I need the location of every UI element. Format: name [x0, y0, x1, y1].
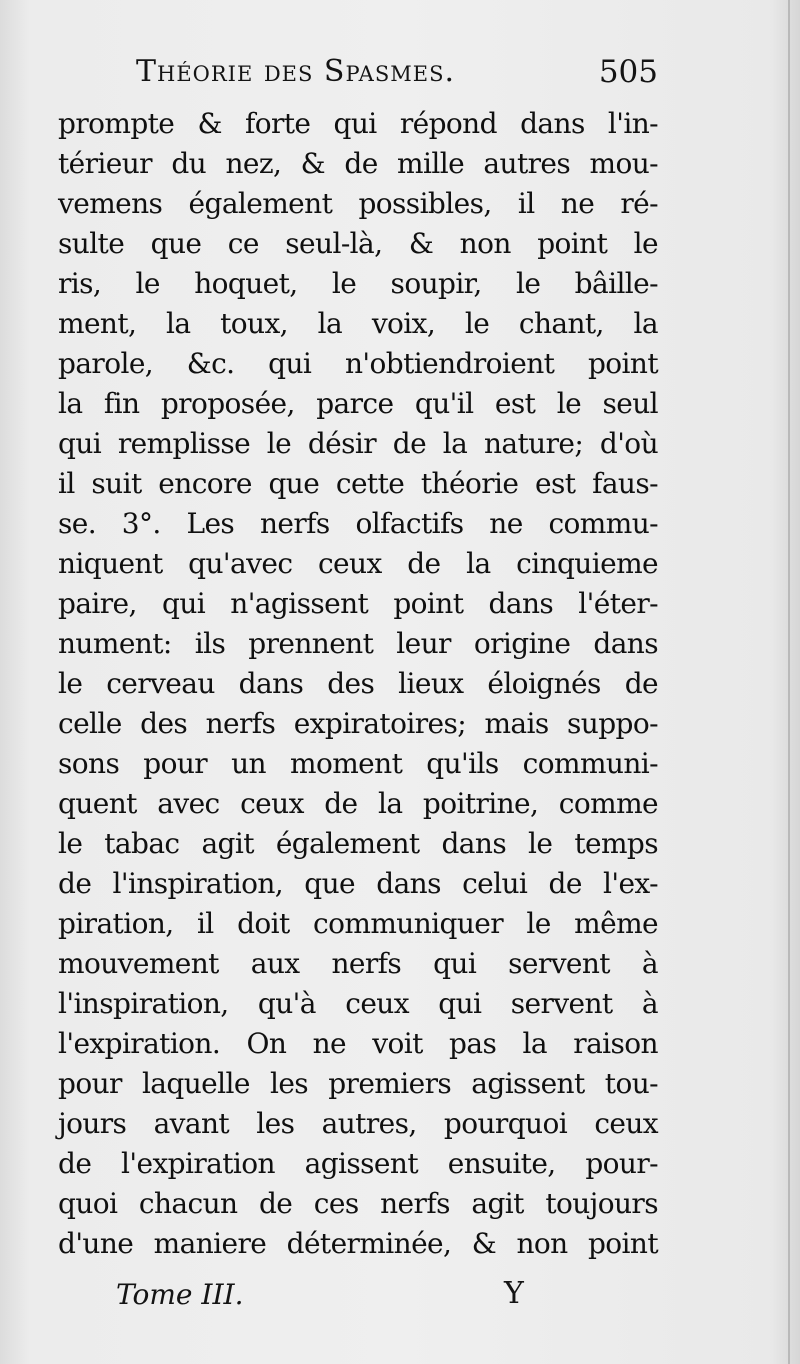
- text-line: paire, qui n'agissent point dans l'éter-: [58, 587, 658, 620]
- text-line: piration, il doit communiquer le même: [58, 907, 658, 940]
- text-line: mouvement aux nerfs qui servent à: [58, 947, 658, 980]
- text-line: le tabac agit également dans le temps: [58, 827, 658, 860]
- text-line: nument: ils prennent leur origine dans: [58, 627, 658, 660]
- text-line: vemens également possibles, il ne ré-: [58, 187, 658, 220]
- text-line: quoi chacun de ces nerfs agit toujours: [58, 1187, 658, 1220]
- text-line: le cerveau dans des lieux éloignés de: [58, 667, 658, 700]
- text-line: d'une maniere déterminée, & non point: [58, 1227, 658, 1260]
- page-edge-shadow: [788, 0, 790, 1364]
- text-line: se. 3°. Les nerfs olfactifs ne commu-: [58, 507, 658, 540]
- page-number: 505: [598, 54, 658, 90]
- text-line: térieur du nez, & de mille autres mou-: [58, 147, 658, 180]
- text-line: de l'inspiration, que dans celui de l'ex-: [58, 867, 658, 900]
- page-header: [58, 48, 658, 104]
- text-line: quent avec ceux de la poitrine, comme: [58, 787, 658, 820]
- text-line: qui remplisse le désir de la nature; d'où: [58, 427, 658, 460]
- text-line: il suit encore que cette théorie est faus-: [58, 467, 658, 500]
- text-line: ris, le hoquet, le soupir, le bâille-: [58, 267, 658, 300]
- text-line: sulte que ce seul-là, & non point le: [58, 227, 658, 260]
- page-footer: [58, 1270, 658, 1320]
- text-line: prompte & forte qui répond dans l'in-: [58, 107, 658, 140]
- text-line: sons pour un moment qu'ils communi-: [58, 747, 658, 780]
- signature-mark: Y: [504, 1276, 524, 1311]
- text-line: de l'expiration agissent ensuite, pour-: [58, 1147, 658, 1180]
- text-line: la fin proposée, parce qu'il est le seul: [58, 387, 658, 420]
- volume-label: Tome III.: [116, 1278, 244, 1311]
- text-line: parole, &c. qui n'obtiendroient point: [58, 347, 658, 380]
- text-line: pour laquelle les premiers agissent tou-: [58, 1067, 658, 1100]
- running-title: Théorie des Spasmes.: [136, 54, 455, 89]
- text-line: l'expiration. On ne voit pas la raison: [58, 1027, 658, 1060]
- text-line: jours avant les autres, pourquoi ceux: [58, 1107, 658, 1140]
- text-line: l'inspiration, qu'à ceux qui servent à: [58, 987, 658, 1020]
- body-text: [58, 104, 658, 1264]
- text-line: niquent qu'avec ceux de la cinquieme: [58, 547, 658, 580]
- text-line: celle des nerfs expiratoires; mais suppo-: [58, 707, 658, 740]
- text-line: ment, la toux, la voix, le chant, la: [58, 307, 658, 340]
